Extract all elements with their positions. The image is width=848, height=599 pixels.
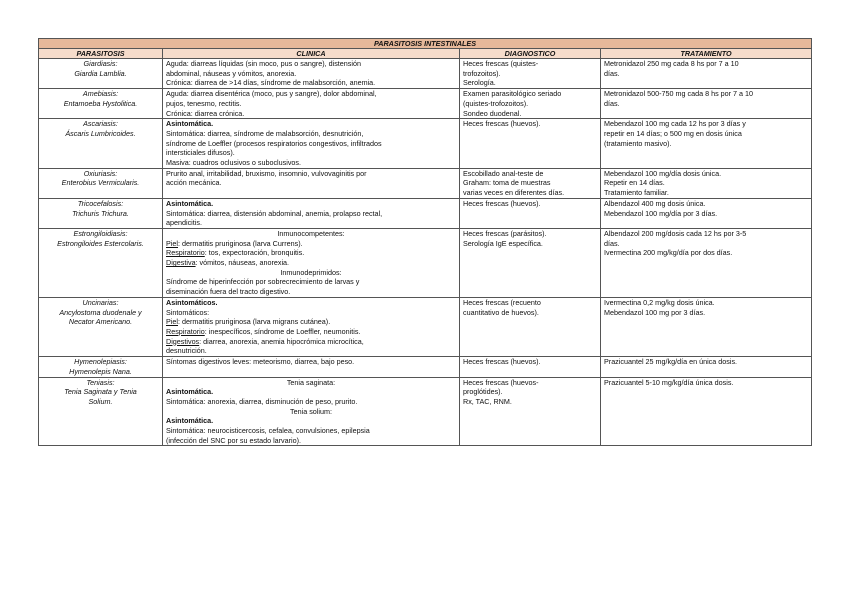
parasite-cell [39,228,163,297]
clinica-line: Asintomática. [166,198,214,208]
clinica-line: Sintomáticos: [166,307,210,317]
clinica-line: pujos, tenesmo, rectitis. [166,98,242,108]
clinica-label: Respiratorio [166,326,205,336]
clinica-line: Síntomas digestivos leves: meteorismo, diarrea, bajo peso. [166,357,355,367]
table-row [39,59,812,89]
parasite-scientific: Necator Americano. [68,317,133,327]
clinica-cell [163,89,460,119]
clinica-subheading: Inmunodeprimidos: [280,267,342,277]
diagnostico-line: Heces frescas (parásitos). [463,228,547,238]
clinica-line: Asintomáticos. [166,297,218,307]
clinica-line [166,248,456,258]
clinica-text: : inespecíficos, síndrome de Loeffler, neumonitis. [204,326,361,336]
tratamiento-cell [601,228,812,297]
tratamiento-cell [601,59,812,89]
diagnostico-line: Examen parasitológico seriado [463,89,562,99]
diagnostico-cell [460,228,601,297]
clinica-subheading: Tenia solium: [290,406,332,416]
tratamiento-line: Albendazol 400 mg dosis única. [604,198,706,208]
clinica-line: (infección del SNC por su estado larvario). [166,435,302,445]
parasite-name: Ascariasis: [83,119,118,129]
clinica-text: : diarrea, anorexia, anemia hipocrómica microcítica, [199,336,364,346]
clinica-label: Respiratorio [166,248,205,258]
clinica-line: Aguda: diarreas líquidas (sin moco, pus o sangre), distensión [166,59,361,68]
clinica-line [166,239,456,249]
tratamiento-line: Mebendazol 100 mg por 3 días. [604,307,706,317]
parasite-cell [39,168,163,198]
clinica-line: Sintomática: diarrea, síndrome de malabsorción, desnutrición, [166,128,364,138]
tratamiento-cell [601,119,812,169]
clinica-line [166,337,456,347]
clinica-line: Sintomática: neurocisticercosis, cefalea, convulsiones, epilepsia [166,426,370,436]
clinica-label: Piel [166,317,178,327]
clinica-cell [163,198,460,228]
table-title-row [39,39,812,49]
header-clinica: CLINICA [163,49,460,59]
diagnostico-line: Heces frescas (huevos). [463,119,541,129]
parasitosis-table [38,38,812,446]
tratamiento-line: repetir en 14 días; o 500 mg en dosis única [604,128,742,138]
table-row [39,198,812,228]
clinica-cell [163,377,460,446]
parasite-scientific: Áscaris Lumbricoides. [65,128,136,138]
clinica-text: : dermatitis pruriginosa (larva migrans cutánea). [178,317,331,327]
clinica-line: diseminación fuera del tracto digestivo. [166,287,291,297]
parasite-name: Amebiasis: [82,89,119,99]
clinica-text: : tos, expectoración, bronquitis. [204,248,305,258]
clinica-line: Asintomática. [166,119,214,129]
diagnostico-cell [460,357,601,377]
clinica-line: síndrome de Loeffler (procesos respiratorios congestivos, infiltrados [166,138,382,148]
tratamiento-line: Metronidazol 500-750 mg cada 8 hs por 7 a 10 [604,89,754,99]
tratamiento-line: días. [604,98,620,108]
tratamiento-cell [601,297,812,356]
tratamiento-line: Mebendazol 100 mg/día dosis única. [604,168,722,178]
parasite-cell [39,357,163,377]
clinica-line: Crónica: diarrea crónica. [166,108,245,118]
clinica-line [166,317,456,327]
clinica-cell [163,357,460,377]
clinica-cell [163,59,460,89]
tratamiento-line: días. [604,68,620,78]
table-title: PARASITOSIS INTESTINALES [39,39,812,49]
parasite-scientific: Solium. [88,396,113,406]
parasite-name: Hymenolepiasis: [74,357,127,367]
parasite-name: Estrongiloidiasis: [73,228,128,238]
parasite-name: Tricocefalosis: [77,198,124,208]
clinica-label: Digestiva [166,258,196,268]
clinica-cell [163,297,460,356]
tratamiento-cell [601,89,812,119]
parasite-cell [39,377,163,446]
clinica-line: Sintomática: anorexia, diarrea, disminución de peso, prurito. [166,396,358,406]
diagnostico-line: Graham: toma de muestras [463,178,551,188]
clinica-label: Digestivos [166,336,200,346]
clinica-line: desnutrición. [166,346,207,356]
table-row [39,168,812,198]
clinica-line: abdominal, náuseas y vómitos, anorexia. [166,68,297,78]
parasite-scientific: Enterobius Vermicularis. [61,178,140,188]
tratamiento-line: Tratamiento familiar. [604,188,669,198]
diagnostico-line: Heces frescas (recuento [463,297,541,307]
diagnostico-line: Heces frescas (huevos). [463,357,541,367]
tratamiento-line: Metronidazol 250 mg cada 8 hs por 7 a 10 [604,59,739,68]
header-tratamiento: TRATAMIENTO [601,49,812,59]
parasite-name: Oxiuriasis: [83,168,118,178]
table-row [39,357,812,377]
tratamiento-cell [601,357,812,377]
header-row [39,49,812,59]
tratamiento-line: Ivermectina 0,2 mg/kg dosis única. [604,297,715,307]
tratamiento-line: Mebendazol 100 mg cada 12 hs por 3 días y [604,119,746,129]
parasite-name: Uncinarias: [82,297,119,307]
clinica-cell [163,228,460,297]
clinica-line: Prurito anal, irritabilidad, bruxismo, insomnio, vulvovaginitis por [166,168,367,178]
clinica-line: Asintomática. [166,416,214,426]
diagnostico-line: Escobillado anal-teste de [463,168,544,178]
parasite-scientific: Giardia Lamblia. [74,68,127,78]
tratamiento-line: (tratamiento masivo). [604,138,672,148]
parasite-name: Giardiasis: [83,59,118,68]
parasite-cell [39,198,163,228]
diagnostico-cell [460,198,601,228]
diagnostico-line: Rx, TAC, RNM. [463,396,512,406]
tratamiento-line: Prazicuantel 25 mg/kg/día en única dosis. [604,357,738,367]
diagnostico-line: Heces frescas (quistes- [463,59,539,68]
clinica-line: intersticiales difusos). [166,148,235,158]
diagnostico-cell [460,119,601,169]
diagnostico-line: varias veces en diferentes días. [463,188,565,198]
diagnostico-cell [460,377,601,446]
diagnostico-line: cuantitativo de huevos). [463,307,539,317]
diagnostico-line: Sondeo duodenal. [463,108,522,118]
clinica-subheading: Tenia saginata: [286,377,336,387]
tratamiento-cell [601,168,812,198]
tratamiento-line: Mebendazol 100 mg/día por 3 días. [604,208,718,218]
parasite-scientific: Trichuris Trichura. [72,208,129,218]
clinica-line: Masiva: cuadros oclusivos o suboclusivos. [166,158,302,168]
clinica-line: apendicitis. [166,218,202,228]
parasite-cell [39,89,163,119]
parasite-cell [39,59,163,89]
clinica-line: Aguda: diarrea disentérica (moco, pus y sangre), dolor abdominal, [166,89,377,99]
diagnostico-cell [460,59,601,89]
clinica-line: Síndrome de hiperinfección por sobrecrecimiento de larvas y [166,277,360,287]
parasite-scientific: Entamoeba Hystolitica. [63,98,138,108]
clinica-line [166,327,456,337]
tratamiento-line: Repetir en 14 días. [604,178,665,188]
clinica-text: : dermatitis pruriginosa (larva Currens). [178,238,303,248]
parasite-cell [39,119,163,169]
table-row [39,297,812,356]
clinica-line: Crónica: diarrea de >14 días, síndrome de malabsorción, anemia. [166,78,376,88]
parasite-scientific: Estrongiloides Estercolaris. [57,238,144,248]
tratamiento-line: Ivermectina 200 mg/kg/día por dos días. [604,248,733,258]
clinica-line: acción mecánica. [166,178,222,188]
diagnostico-cell [460,89,601,119]
clinica-cell [163,119,460,169]
parasite-cell [39,297,163,356]
diagnostico-line: Heces frescas (huevos- [463,377,539,387]
table-row [39,89,812,119]
clinica-line: Sintomática: diarrea, distensión abdominal, anemia, prolapso rectal, [166,208,383,218]
tratamiento-line: días. [604,238,620,248]
diagnostico-line: (quistes-trofozoitos). [463,98,529,108]
tratamiento-cell [601,377,812,446]
header-parasitosis: PARASITOSIS [39,49,163,59]
diagnostico-line: trofozoitos). [463,68,501,78]
clinica-label: Piel [166,238,178,248]
clinica-line [166,258,456,268]
diagnostico-cell [460,168,601,198]
diagnostico-line: Heces frescas (huevos). [463,198,541,208]
tratamiento-line: Prazicuantel 5-10 mg/kg/día única dosis. [604,377,734,387]
parasite-name: Teniasis: [86,377,115,387]
header-diagnostico: DIAGNOSTICO [460,49,601,59]
diagnostico-cell [460,297,601,356]
clinica-text: : vómitos, náuseas, anorexia. [195,258,290,268]
parasite-scientific: Ancylostoma duodenale y [59,307,142,317]
parasite-scientific: Hymenolepis Nana. [69,366,132,376]
clinica-cell [163,168,460,198]
table-row [39,119,812,169]
clinica-line: Asintomática. [166,387,214,397]
tratamiento-line: Albendazol 200 mg/dosis cada 12 hs por 3-5 [604,228,747,238]
diagnostico-line: Serología IgE específica. [463,238,543,248]
diagnostico-line: Serología. [463,78,496,88]
table-row [39,377,812,446]
tratamiento-cell [601,198,812,228]
clinica-subheading: Inmunocompetentes: [277,228,345,238]
table-row [39,228,812,297]
parasite-scientific: Tenia Saginata y Tenia [64,387,137,397]
diagnostico-line: proglótides). [463,387,503,397]
